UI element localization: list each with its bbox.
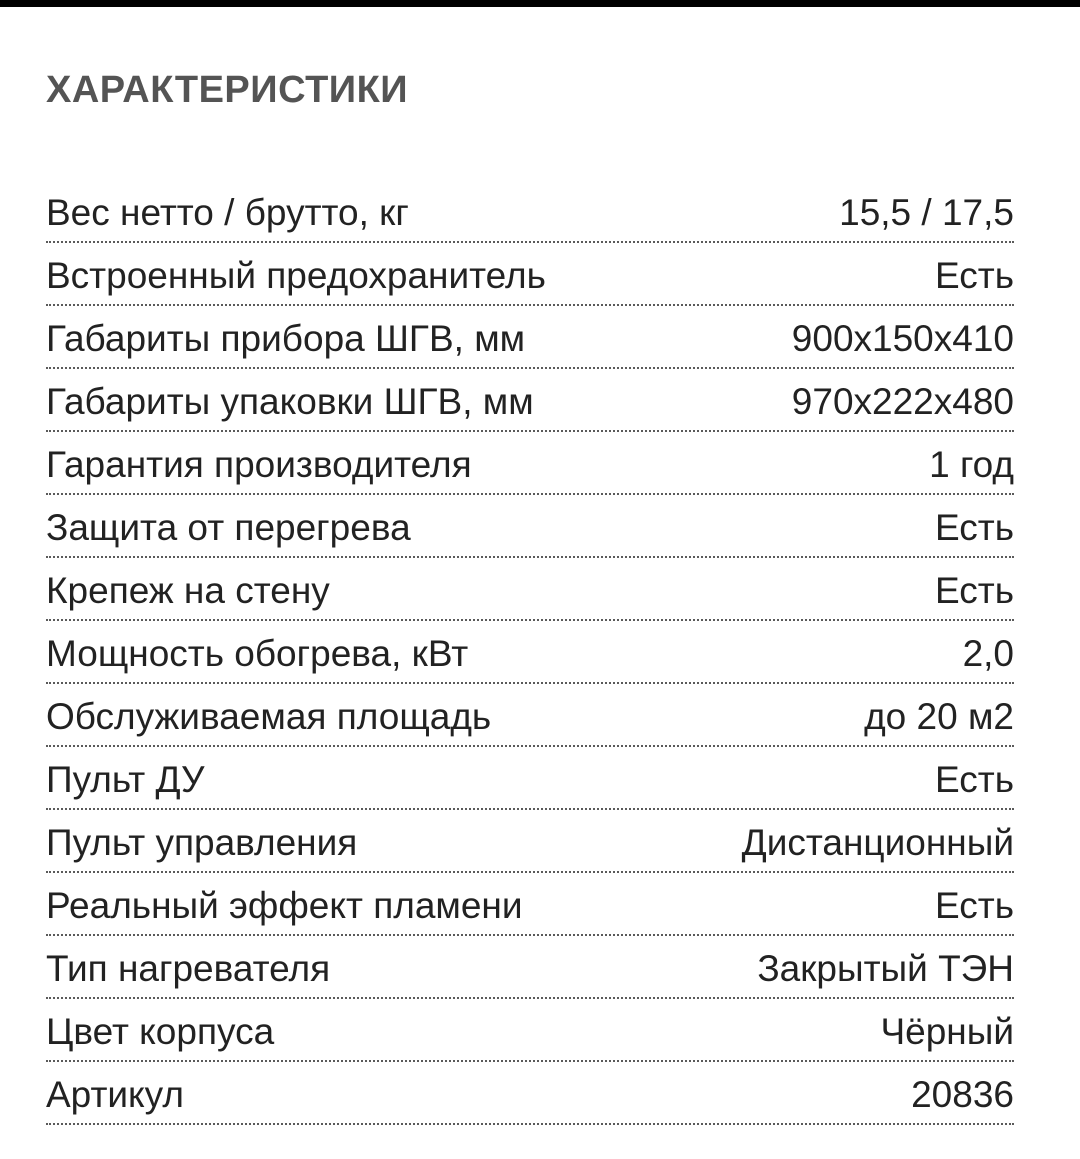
spec-value: 20836 bbox=[911, 1074, 1014, 1115]
spec-label: Встроенный предохранитель bbox=[46, 255, 546, 296]
spec-row-overheat-protection bbox=[46, 495, 1014, 558]
spec-label: Реальный эффект пламени bbox=[46, 885, 523, 926]
spec-label: Крепеж на стену bbox=[46, 570, 330, 611]
spec-value: Есть bbox=[935, 570, 1014, 611]
spec-row-heating-power bbox=[46, 621, 1014, 684]
spec-row-device-dimensions bbox=[46, 306, 1014, 369]
spec-value: Закрытый ТЭН bbox=[757, 948, 1014, 989]
spec-row-control-panel bbox=[46, 810, 1014, 873]
spec-label: Мощность обогрева, кВт bbox=[46, 633, 469, 674]
spec-value: 2,0 bbox=[962, 633, 1014, 674]
spec-value: 900x150x410 bbox=[791, 318, 1014, 359]
spec-label: Артикул bbox=[46, 1074, 184, 1115]
spec-value: Есть bbox=[935, 885, 1014, 926]
spec-value: 15,5 / 17,5 bbox=[839, 192, 1014, 233]
specs-table bbox=[46, 180, 1014, 1125]
spec-row-weight bbox=[46, 180, 1014, 243]
spec-label: Габариты прибора ШГВ, мм bbox=[46, 318, 526, 359]
spec-row-remote bbox=[46, 747, 1014, 810]
spec-value: 970x222x480 bbox=[791, 381, 1014, 422]
spec-label: Гарантия производителя bbox=[46, 444, 472, 485]
spec-row-warranty bbox=[46, 432, 1014, 495]
spec-row-sku bbox=[46, 1062, 1014, 1125]
spec-row-flame-effect bbox=[46, 873, 1014, 936]
spec-value: Чёрный bbox=[880, 1011, 1014, 1052]
spec-value: Есть bbox=[935, 255, 1014, 296]
spec-row-body-color bbox=[46, 999, 1014, 1062]
spec-label: Тип нагревателя bbox=[46, 948, 331, 989]
spec-label: Вес нетто / брутто, кг bbox=[46, 192, 409, 233]
section-title: ХАРАКТЕРИСТИКИ bbox=[46, 69, 409, 111]
spec-label: Цвет корпуса bbox=[46, 1011, 275, 1052]
spec-value: Есть bbox=[935, 759, 1014, 800]
spec-value: 1 год bbox=[929, 444, 1014, 485]
spec-label: Защита от перегрева bbox=[46, 507, 411, 548]
spec-row-wall-mount bbox=[46, 558, 1014, 621]
spec-label: Обслуживаемая площадь bbox=[46, 696, 492, 737]
spec-row-area bbox=[46, 684, 1014, 747]
spec-value: до 20 м2 bbox=[864, 696, 1014, 737]
spec-label: Пульт управления bbox=[46, 822, 358, 863]
spec-value: Дистанционный bbox=[741, 822, 1014, 863]
spec-label: Габариты упаковки ШГВ, мм bbox=[46, 381, 534, 422]
top-status-bar bbox=[0, 0, 1080, 7]
spec-row-fuse bbox=[46, 243, 1014, 306]
spec-row-package-dimensions bbox=[46, 369, 1014, 432]
spec-label: Пульт ДУ bbox=[46, 759, 205, 800]
spec-row-heater-type bbox=[46, 936, 1014, 999]
spec-value: Есть bbox=[935, 507, 1014, 548]
